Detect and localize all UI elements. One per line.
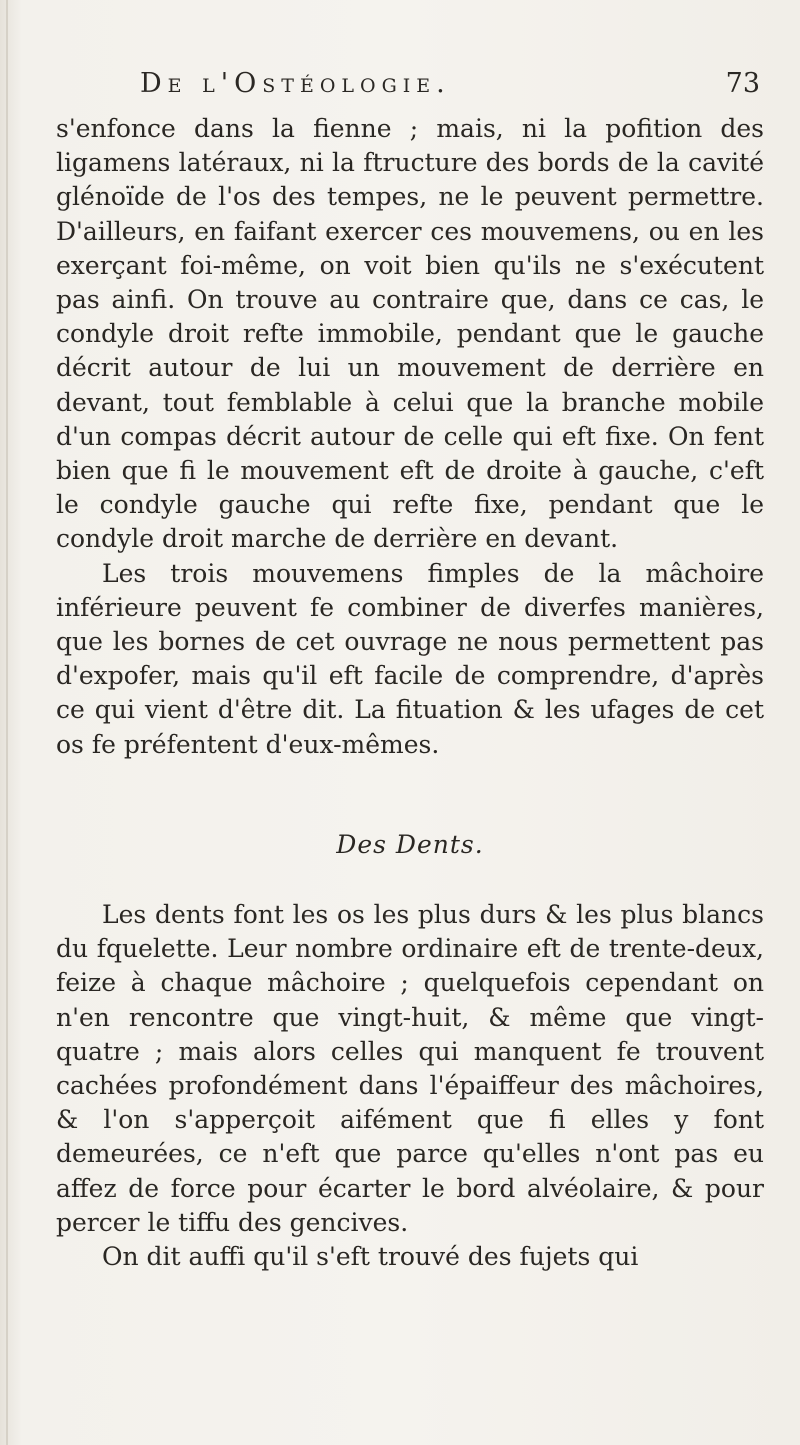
paragraph: Les dents font les os les plus durs & les plus blancs du fquelette. Leur nombre ordinaire eft de trente-deux, feize à chaque mâchoire ; quelquefois cependant on n'en rencontre que vingt-huit, & même que vingt-quatre ; mais alors celles qui manquent fe trouvent cachées profondément dans l'épaiffeur des mâchoires, & l'on s'apperçoit aifément que fi elles y font demeurées, ce n'eft que parce qu'elles n'ont pas eu affez de force pour écarter le bord alvéolaire, & pour percer le tiffu des gencives. xyxy=(56,900,764,1237)
section-heading: Des Dents. xyxy=(336,829,484,859)
page-gutter xyxy=(6,0,8,1445)
paragraph: On dit auffi qu'il s'eft trouvé des fujets qui xyxy=(102,1242,639,1272)
running-header xyxy=(140,60,760,110)
paragraph: Les trois mouvemens fimples de la mâchoire inférieure peuvent fe combiner de diverfes manières, que les bornes de cet ouvrage ne nous permettent pas d'expofer, mais qu'il eft facile de comprendre, d'après ce qui vient d'être dit. La fituation & les ufages de cet os fe préfentent d'eux-mêmes. xyxy=(56,558,764,759)
page-number: 73 xyxy=(725,68,760,99)
paragraph-continuation: s'enfonce dans la fienne ; mais, ni la pofition des ligamens latéraux, ni la ftructure des bords de la cavité glénoïde de l'os des tempes, ne le peuvent permettre. D'ailleurs, en faifant exercer ces mouvemens, ou en les exerçant foi-même, on voit bien qu'ils ne s'exécutent pas ainfi. On trouve au contraire que, dans ce cas, le condyle droit refte immobile, pendant que le gauche décrit autour de lui un mouvement de derrière en devant, tout femblable à celui que la branche mobile d'un compas décrit autour de celle qui eft fixe. On fent bien que fi le mouvement eft de droite à gauche, c'eft le condyle gauche qui refte fixe, pendant que le condyle droit marche de derrière en devant. xyxy=(56,114,764,554)
running-title: De l'Ostéologie. xyxy=(140,68,451,99)
page-body xyxy=(56,112,764,1274)
